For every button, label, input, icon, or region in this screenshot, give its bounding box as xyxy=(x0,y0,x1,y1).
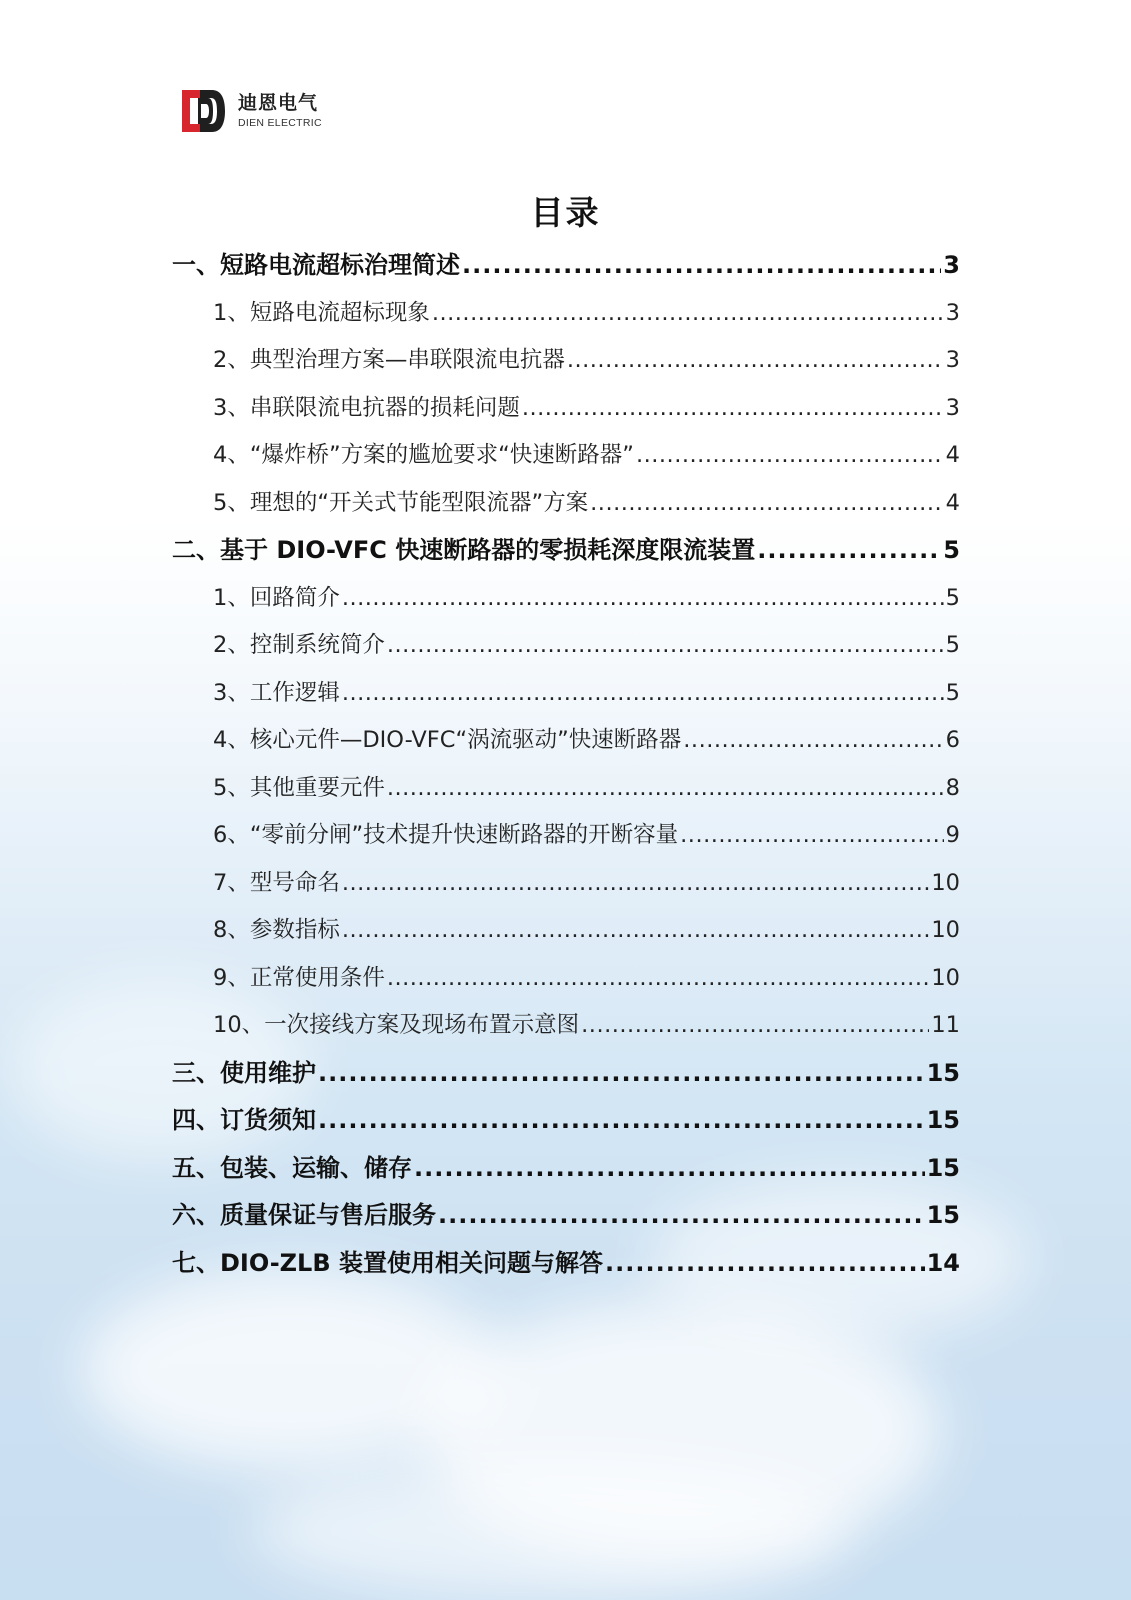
toc-page-number: 10 xyxy=(931,964,960,991)
toc-entry[interactable] xyxy=(172,816,960,864)
toc-leader-dots xyxy=(680,816,944,854)
toc-page-number: 15 xyxy=(926,1106,960,1134)
toc-entry[interactable] xyxy=(172,579,960,627)
toc-entry[interactable] xyxy=(172,1101,960,1149)
toc-leader-dots xyxy=(342,864,930,902)
toc-leader-dots xyxy=(438,1196,925,1234)
logo-company-name-en: DIEN ELECTRIC xyxy=(238,116,322,129)
toc-page-number: 10 xyxy=(931,917,960,943)
toc-page-number: 11 xyxy=(931,1012,960,1038)
toc-page-number: 15 xyxy=(926,1058,960,1087)
toc-page-number: 4 xyxy=(945,442,960,468)
toc-page-number: 3 xyxy=(943,251,960,279)
toc-entry-text: 6、“零前分闸”技术提升快速断路器的开断容量 xyxy=(213,822,679,848)
toc-entry-text: 五、包装、运输、储存 xyxy=(172,1153,412,1182)
toc-entry[interactable] xyxy=(172,484,960,532)
toc-leader-dots xyxy=(318,1054,925,1092)
toc-entry[interactable] xyxy=(172,721,960,769)
toc-page-number: 5 xyxy=(945,632,960,658)
toc-entry[interactable] xyxy=(172,341,960,389)
logo-company-name-cn: 迪恩电气 xyxy=(238,91,319,114)
toc-leader-dots xyxy=(636,436,944,474)
toc-title: 目录 xyxy=(530,193,601,232)
toc-page-number: 14 xyxy=(926,1248,960,1277)
toc-page-number: 9 xyxy=(945,822,960,848)
toc-entry[interactable] xyxy=(172,1244,960,1292)
toc-leader-dots xyxy=(387,769,944,807)
toc-entry-text: 5、其他重要元件 xyxy=(213,774,385,801)
toc-page-number: 3 xyxy=(945,394,960,421)
toc-entry-text: 1、回路简介 xyxy=(213,584,340,611)
toc-page-number: 5 xyxy=(945,584,960,611)
dien-logo-icon xyxy=(178,86,228,136)
toc-leader-dots xyxy=(605,1244,925,1282)
toc-leader-dots xyxy=(432,294,944,332)
toc-entry[interactable] xyxy=(172,389,960,437)
toc-entry-text: 四、订货须知 xyxy=(172,1106,316,1134)
toc-page-number: 5 xyxy=(943,536,960,564)
toc-entry-text: 2、典型治理方案—串联限流电抗器 xyxy=(213,347,565,373)
toc-entry-text: 一、短路电流超标治理简述 xyxy=(172,251,460,279)
toc-leader-dots xyxy=(387,959,930,997)
toc-leader-dots xyxy=(683,721,943,759)
toc-entry-text: 3、串联限流电抗器的损耗问题 xyxy=(213,394,520,421)
toc-entry-text: 7、型号命名 xyxy=(213,869,340,896)
toc-entry-text: 3、工作逻辑 xyxy=(213,679,340,706)
toc-leader-dots xyxy=(462,246,941,284)
toc-entry[interactable] xyxy=(172,769,960,817)
toc-entry-text: 8、参数指标 xyxy=(213,917,340,943)
toc-page-number: 4 xyxy=(945,489,960,516)
toc-entry-text: 9、正常使用条件 xyxy=(213,964,385,991)
table-of-contents xyxy=(172,246,960,1291)
toc-entry-text: 10、一次接线方案及现场布置示意图 xyxy=(213,1012,580,1038)
toc-entry[interactable] xyxy=(172,626,960,674)
toc-entry[interactable] xyxy=(172,1149,960,1197)
toc-leader-dots xyxy=(342,911,930,949)
toc-entry[interactable] xyxy=(172,531,960,579)
toc-leader-dots xyxy=(757,531,941,569)
toc-entry-text: 5、理想的“开关式节能型限流器”方案 xyxy=(213,489,589,516)
toc-entry-text: 1、短路电流超标现象 xyxy=(213,299,430,326)
toc-page-number: 6 xyxy=(945,727,960,753)
toc-entry[interactable] xyxy=(172,294,960,342)
background-cloud xyxy=(250,1460,850,1600)
toc-page-number: 15 xyxy=(926,1201,960,1229)
toc-entry-text: 4、核心元件—DIO-VFC“涡流驱动”快速断路器 xyxy=(213,727,682,753)
toc-leader-dots xyxy=(342,674,944,712)
toc-page-number: 8 xyxy=(945,774,960,801)
toc-entry-text: 二、基于 DIO-VFC 快速断路器的零损耗深度限流装置 xyxy=(172,536,756,564)
toc-entry-text: 4、“爆炸桥”方案的尴尬要求“快速断路器” xyxy=(213,442,634,468)
toc-entry[interactable] xyxy=(172,246,960,294)
toc-leader-dots xyxy=(581,1006,929,1044)
toc-entry[interactable] xyxy=(172,911,960,959)
toc-leader-dots xyxy=(414,1149,925,1187)
toc-leader-dots xyxy=(567,341,944,379)
toc-entry[interactable] xyxy=(172,959,960,1007)
toc-entry-text: 2、控制系统简介 xyxy=(213,632,385,658)
toc-page-number: 10 xyxy=(931,869,960,896)
toc-page-number: 3 xyxy=(945,299,960,326)
toc-entry[interactable] xyxy=(172,1006,960,1054)
toc-entry[interactable] xyxy=(172,436,960,484)
toc-entry-text: 六、质量保证与售后服务 xyxy=(172,1201,436,1229)
toc-leader-dots xyxy=(342,579,944,617)
toc-entry[interactable] xyxy=(172,1196,960,1244)
toc-entry-text: 三、使用维护 xyxy=(172,1058,316,1087)
toc-page-number: 3 xyxy=(945,347,960,373)
toc-leader-dots xyxy=(522,389,944,427)
toc-entry[interactable] xyxy=(172,1054,960,1102)
toc-page-number: 15 xyxy=(926,1153,960,1182)
toc-page-number: 5 xyxy=(945,679,960,706)
toc-entry[interactable] xyxy=(172,674,960,722)
toc-entry-text: 七、DIO-ZLB 装置使用相关问题与解答 xyxy=(172,1248,604,1277)
company-logo xyxy=(178,86,322,136)
toc-leader-dots xyxy=(318,1101,925,1139)
toc-entry[interactable] xyxy=(172,864,960,912)
toc-leader-dots xyxy=(590,484,944,522)
toc-leader-dots xyxy=(387,626,944,664)
